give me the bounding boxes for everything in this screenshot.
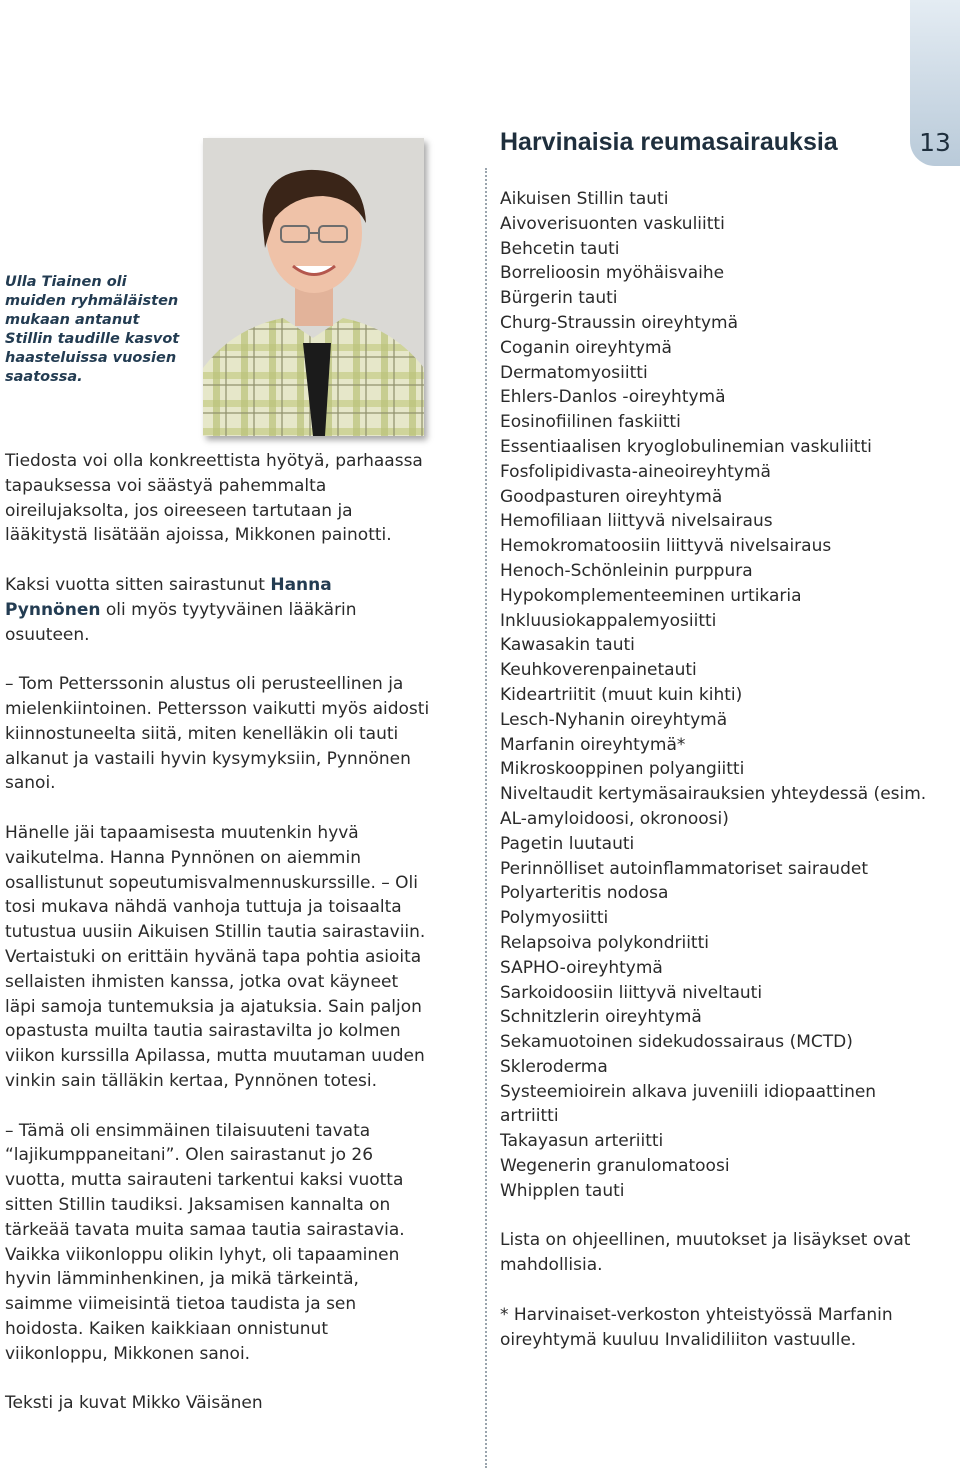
list-item: SAPHO-oireyhtymä [500,957,663,978]
list-item: Takayasun arteriitti [500,1131,664,1152]
disease-sidebar [500,187,930,1352]
list-item: Kideartriitit (muut kuin kihti) [500,684,743,705]
list-item: Whipplen tauti [500,1180,625,1201]
list-item: Polymyosiitti [500,908,609,929]
article-body [5,449,430,1441]
photo-caption: Ulla Tiainen oli muiden ryhmäläisten mukaan antanut Stillin taudille kasvot haasteluissa vuosien saatossa. [5,274,180,385]
text-run: Kaksi vuotta sitten sairastunut [5,574,271,595]
list-item: Ehlers-Danlos -oireyhtymä [500,387,726,408]
list-item: Churg-Straussin oireyhtymä [500,312,739,333]
list-item: Henoch-Schönleinin purppura [500,560,753,581]
paragraph: Tiedosta voi olla konkreettista hyötyä, parhaassa tapauksessa voi säästyä pahemmalta oireilujaksolta, jos oireeseen tartutaan ja lääkitystä lisätään ajoissa, Mikkonen painotti. [5,451,423,546]
list-note: Lista on ohjeellinen, muutokset ja lisäykset ovat mahdollisia. [500,1230,911,1276]
list-item: Polyarteritis nodosa [500,883,669,904]
list-item: Hemokromatoosiin liittyvä nivelsairaus [500,536,832,557]
list-item: Behcetin tauti [500,238,620,259]
list-item: Sekamuotoinen sidekudossairaus (MCTD) [500,1032,853,1053]
paragraph [5,573,430,647]
list-item: Wegenerin granulomatoosi [500,1156,730,1177]
paragraph: – Tom Petterssonin alustus oli perusteellinen ja mielenkiintoinen. Pettersson vaikutti myös aidosti kiinnostuneelta siitä, miten kenelläkin oli tauti alkanut ja vastaili hyvin kysymyksiin, Pynnönen sanoi. [5,674,430,794]
list-item: Goodpasturen oireyhtymä [500,486,723,507]
list-item: Fosfolipidivasta-aineoireyhtymä [500,461,771,482]
list-item: Hemofiliaan liittyvä nivelsairaus [500,511,773,532]
list-item: Essentiaalisen kryoglobulinemian vaskuliitti [500,436,872,457]
list-item: Borrelioosin myöhäisvaihe [500,263,725,284]
footnote: * Harvinaiset-verkoston yhteistyössä Marfanin oireyhtymä kuuluu Invalidiliiton vastuulle. [500,1304,893,1350]
disease-list [500,187,930,1204]
page-number: 13 [919,128,951,157]
section-title: Harvinaisia reumasairauksia [500,128,838,156]
text-run: oli myös tyytyväinen lääkärin osuuteen. [5,599,357,645]
paragraph: Hänelle jäi tapaamisesta muutenkin hyvä vaikutelma. Hanna Pynnönen on aiemmin osallistunut sopeutumisvalmennuskurssille. – Oli tosi mukava nähdä vanhoja tuttuja ja toisaalta tutustua uusiin Aikuisen Stillin tautia sairastaviin. Vertaistuki on erittäin hyvänä tapa pohtia asioita sellaisten ihmisten kanssa, jotka ovat käyneet läpi samoja tuntemuksia ja ajatuksia. Sain paljon opastusta muilta tautia sairastavilta jo kolmen viikon kurssilla Apilassa, mutta muutaman uuden vinkin sain tälläkin kertaa, Pynnönen totesi. [5,822,426,1091]
list-item: Sarkoidoosiin liittyvä niveltauti [500,982,763,1003]
list-item: Coganin oireyhtymä [500,337,672,358]
list-item: Schnitzlerin oireyhtymä [500,1007,702,1028]
list-item: Marfanin oireyhtymä* [500,734,686,755]
person-name: Hanna Pynnönen [5,574,332,620]
list-item: Aivoverisuonten vaskuliitti [500,213,725,234]
column-divider [485,168,487,1468]
list-item: Keuhkoverenpainetauti [500,660,697,681]
list-item: Pagetin luutauti [500,833,635,854]
author-credit: Teksti ja kuvat Mikko Väisänen [5,1393,263,1414]
list-item: Perinnölliset autoinflammatoriset sairaudet [500,858,868,879]
list-item: Dermatomyosiitti [500,362,648,383]
list-item: Systeemioirein alkava juveniili idiopaattinen artriitti [500,1081,877,1127]
list-item: Hypokomplementeeminen urtikaria [500,585,802,606]
list-item: Inkluusiokappalemyosiitti [500,610,717,631]
list-item: Relapsoiva polykondriitti [500,932,709,953]
portrait-photo-icon [203,138,424,436]
list-item: Mikroskooppinen polyangiitti [500,759,745,780]
list-item: Lesch-Nyhanin oireyhtymä [500,709,728,730]
list-item: Niveltaudit kertymäsairauksien yhteydessä (esim. AL-amyloidoosi, okronoosi) [500,784,927,829]
list-item: Eosinofiilinen faskiitti [500,412,681,433]
list-item: Aikuisen Stillin tauti [500,189,669,209]
list-item: Bürgerin tauti [500,288,618,309]
list-item: Skleroderma [500,1056,608,1077]
list-item: Kawasakin tauti [500,635,635,656]
paragraph: – Tämä oli ensimmäinen tilaisuuteni tavata “lajikumppaneitani”. Olen sairastanut jo 26 vuotta, mutta sairauteni tarkentui kaksi vuotta sitten Stillin taudiksi. Jaksamisen kannalta on tärkeää tavata muita samaa tautia sairastavia. Vaikka viikonloppu olikin lyhyt, oli tapaaminen hyvin lämminhenkinen, ja mikä tärkeintä, saimme viimeisintä tietoa taudista ja sen hoidosta. Kaiken kaikkiaan onnistunut viikonloppu, Mikkonen sanoi. [5,1120,405,1364]
